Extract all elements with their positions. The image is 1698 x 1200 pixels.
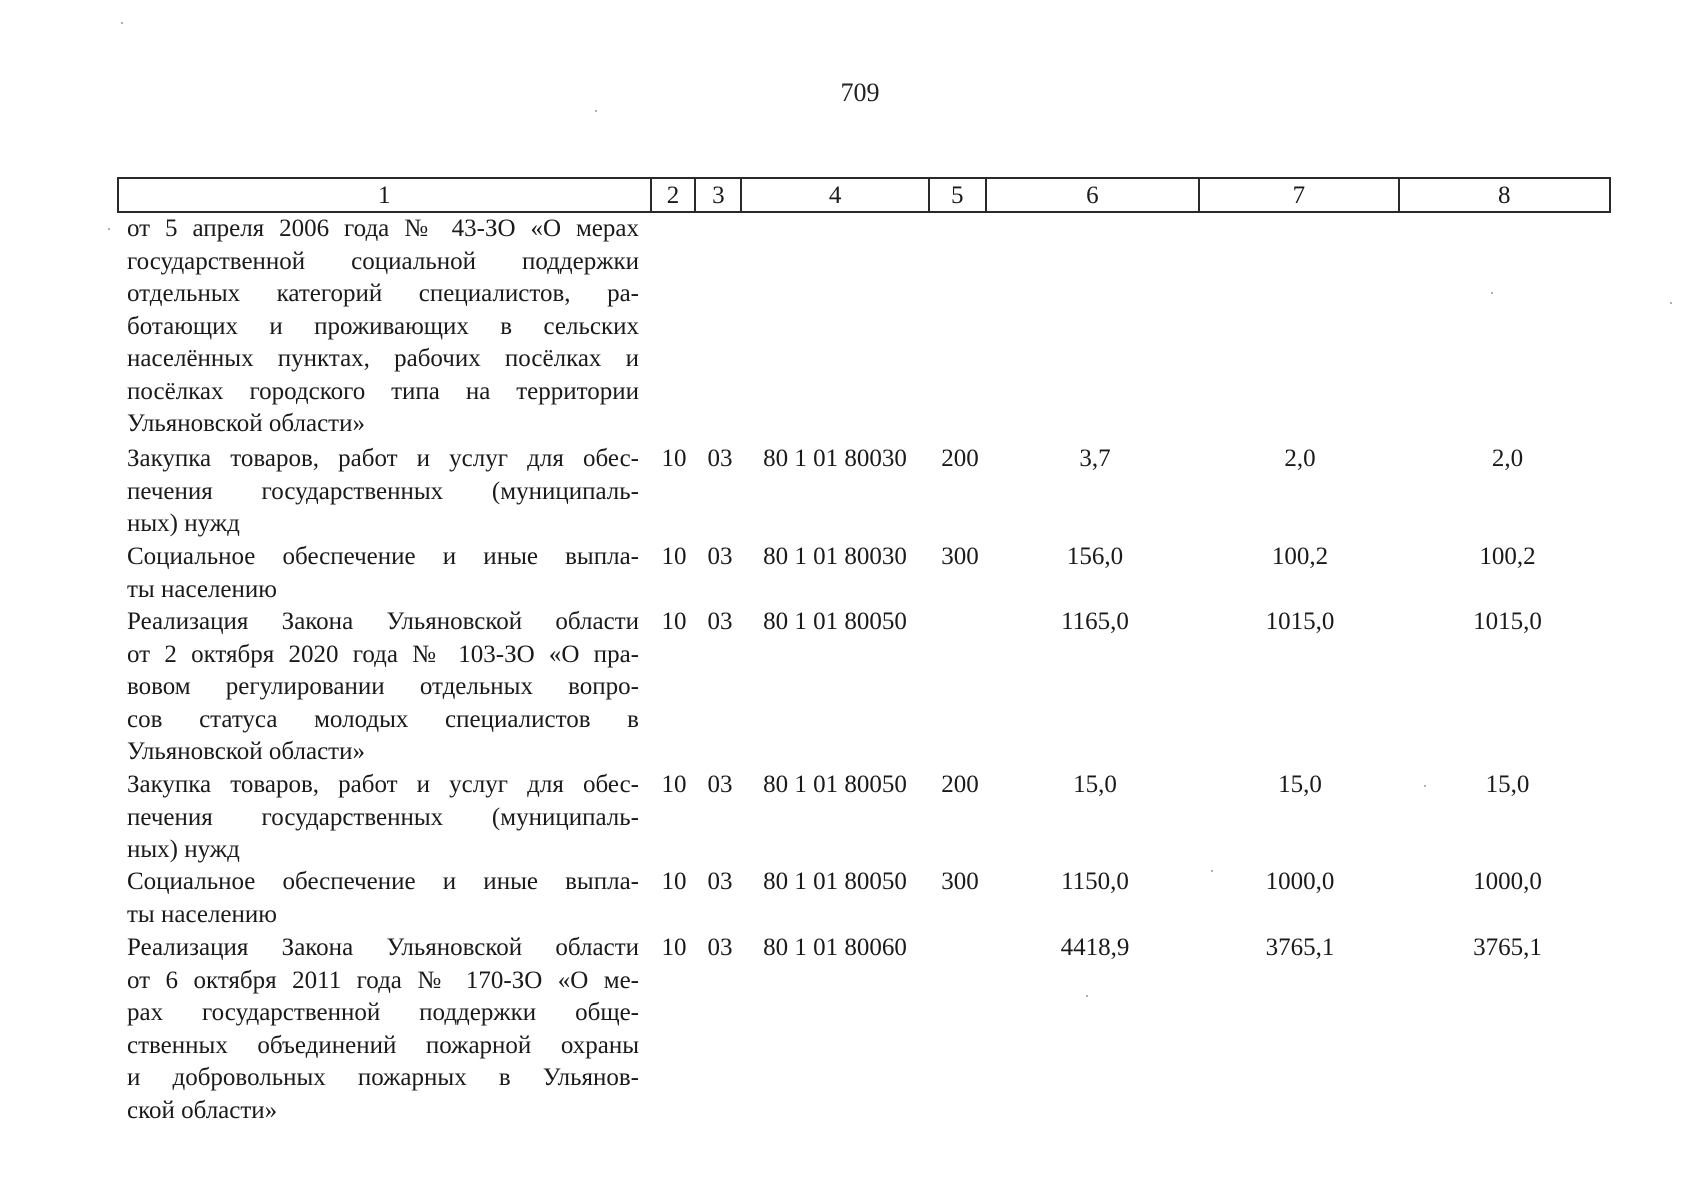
column-header-8: 8: [1498, 182, 1511, 209]
cell-col-2: 10: [661, 771, 687, 798]
scan-speck: [595, 110, 597, 112]
cell-col-7: 3765,1: [1265, 934, 1335, 961]
cell-col-3: 03: [707, 445, 733, 472]
scan-speck: [1670, 302, 1672, 304]
description-line: Реализация Закона Ульяновской области: [127, 608, 639, 635]
cell-col-6: 156,0: [1066, 543, 1124, 570]
page-number: 709: [840, 78, 880, 107]
row-description: [127, 769, 639, 867]
cell-col-8: 1000,0: [1473, 868, 1542, 895]
row-description: [127, 213, 639, 441]
cell-col-4: 80 1 01 80030: [763, 445, 907, 472]
description-line: рах государственной поддержки обще-: [127, 999, 639, 1026]
cell-col-2: 10: [661, 445, 687, 472]
description-line: ственных объединений пожарной охраны: [127, 1031, 639, 1059]
description-line: от 5 апреля 2006 года № 43-ЗО «О мерах: [127, 215, 639, 242]
cell-col-7: 1000,0: [1265, 868, 1335, 895]
cell-col-4: 80 1 01 80060: [763, 934, 907, 961]
description-line: от 6 октября 2011 года № 170-ЗО «О ме-: [127, 966, 639, 994]
cell-col-3: 03: [707, 868, 733, 895]
scan-speck: [108, 228, 110, 230]
column-header-2: 2: [652, 179, 697, 211]
description-line: Ульяновской области»: [127, 410, 365, 437]
cell-col-2: 10: [661, 608, 687, 635]
cell-col-4: 80 1 01 80050: [763, 868, 907, 895]
cell-col-3: 03: [707, 608, 733, 635]
cell-col-4: 80 1 01 80050: [763, 771, 907, 798]
cell-col-5: 200: [941, 771, 979, 798]
description-line: ты населению: [127, 575, 277, 603]
cell-col-6: 1165,0: [1061, 608, 1129, 635]
description-line: печения государственных (муниципаль-: [127, 477, 639, 505]
description-line: населённых пунктах, рабочих посёлках и: [127, 345, 639, 372]
column-header-7: 7: [1200, 179, 1399, 211]
cell-col-5: 200: [941, 445, 979, 472]
row-description: [127, 443, 639, 541]
cell-col-8: 100,2: [1479, 543, 1536, 570]
description-line: Социальное обеспечение и иные выпла-: [127, 868, 639, 895]
cell-col-6: 15,0: [1073, 771, 1117, 798]
scan-speck: [1211, 870, 1213, 872]
cell-col-7: 15,0: [1278, 771, 1322, 798]
description-line: ных) нужд: [127, 510, 240, 537]
column-header-4: 4: [742, 179, 930, 211]
description-line: ты населению: [127, 900, 277, 928]
cell-col-2: 10: [661, 543, 687, 570]
cell-col-7: 2,0: [1284, 445, 1316, 472]
description-line: от 2 октября 2020 года № 103-ЗО «О пра-: [127, 640, 639, 668]
column-header-1: 1: [119, 179, 652, 211]
cell-col-8: 2,0: [1491, 445, 1524, 472]
description-line: Ульяновской области»: [127, 738, 365, 765]
cell-col-2: 10: [661, 934, 687, 961]
description-line: Социальное обеспечение и иные выпла-: [127, 543, 639, 570]
description-line: вовом регулировании отдельных вопро-: [127, 673, 639, 700]
description-line: посёлках городского типа на территории: [127, 377, 639, 405]
cell-col-6: 3,7: [1079, 445, 1111, 472]
cell-col-3: 03: [707, 771, 733, 798]
scan-speck: [1491, 292, 1493, 294]
cell-col-5: 300: [941, 868, 979, 895]
row-description: [127, 866, 639, 931]
description-line: ботающих и проживающих в сельских: [127, 312, 639, 340]
column-header-3: 3: [696, 179, 742, 211]
cell-col-7: 100,2: [1271, 543, 1329, 570]
description-line: отдельных категорий специалистов, ра-: [127, 280, 639, 307]
cell-col-3: 03: [707, 934, 733, 961]
description-line: сов статуса молодых специалистов в: [127, 705, 639, 733]
cell-col-4: 80 1 01 80050: [763, 608, 907, 635]
cell-col-8: 1015,0: [1473, 608, 1542, 635]
cell-col-7: 1015,0: [1265, 608, 1335, 635]
row-description: [127, 606, 639, 769]
description-line: ных) нужд: [127, 836, 240, 863]
description-line: Закупка товаров, работ и услуг для обес-: [127, 445, 639, 472]
description-line: государственной социальной поддержки: [127, 247, 639, 275]
scan-speck: [1086, 995, 1088, 997]
description-line: печения государственных (муниципаль-: [127, 803, 639, 831]
description-line: Реализация Закона Ульяновской области: [127, 934, 639, 961]
cell-col-5: 300: [941, 543, 979, 570]
cell-col-3: 03: [707, 543, 733, 570]
scan-speck: [121, 22, 123, 24]
cell-col-6: 4418,9: [1060, 934, 1130, 961]
cell-col-6: 1150,0: [1061, 868, 1129, 895]
scan-speck: [1424, 785, 1426, 787]
description-line: и добровольных пожарных в Ульянов-: [127, 1064, 639, 1091]
cell-col-4: 80 1 01 80030: [763, 543, 907, 570]
cell-col-8: 3765,1: [1473, 934, 1542, 961]
row-description: [127, 541, 639, 606]
cell-col-8: 15,0: [1485, 771, 1530, 798]
cell-col-2: 10: [661, 868, 687, 895]
description-line: Закупка товаров, работ и услуг для обес-: [127, 771, 639, 798]
row-description: [127, 932, 639, 1127]
column-header-6: 6: [987, 179, 1200, 211]
description-line: ской области»: [127, 1096, 278, 1124]
column-header-5: 5: [930, 179, 987, 211]
